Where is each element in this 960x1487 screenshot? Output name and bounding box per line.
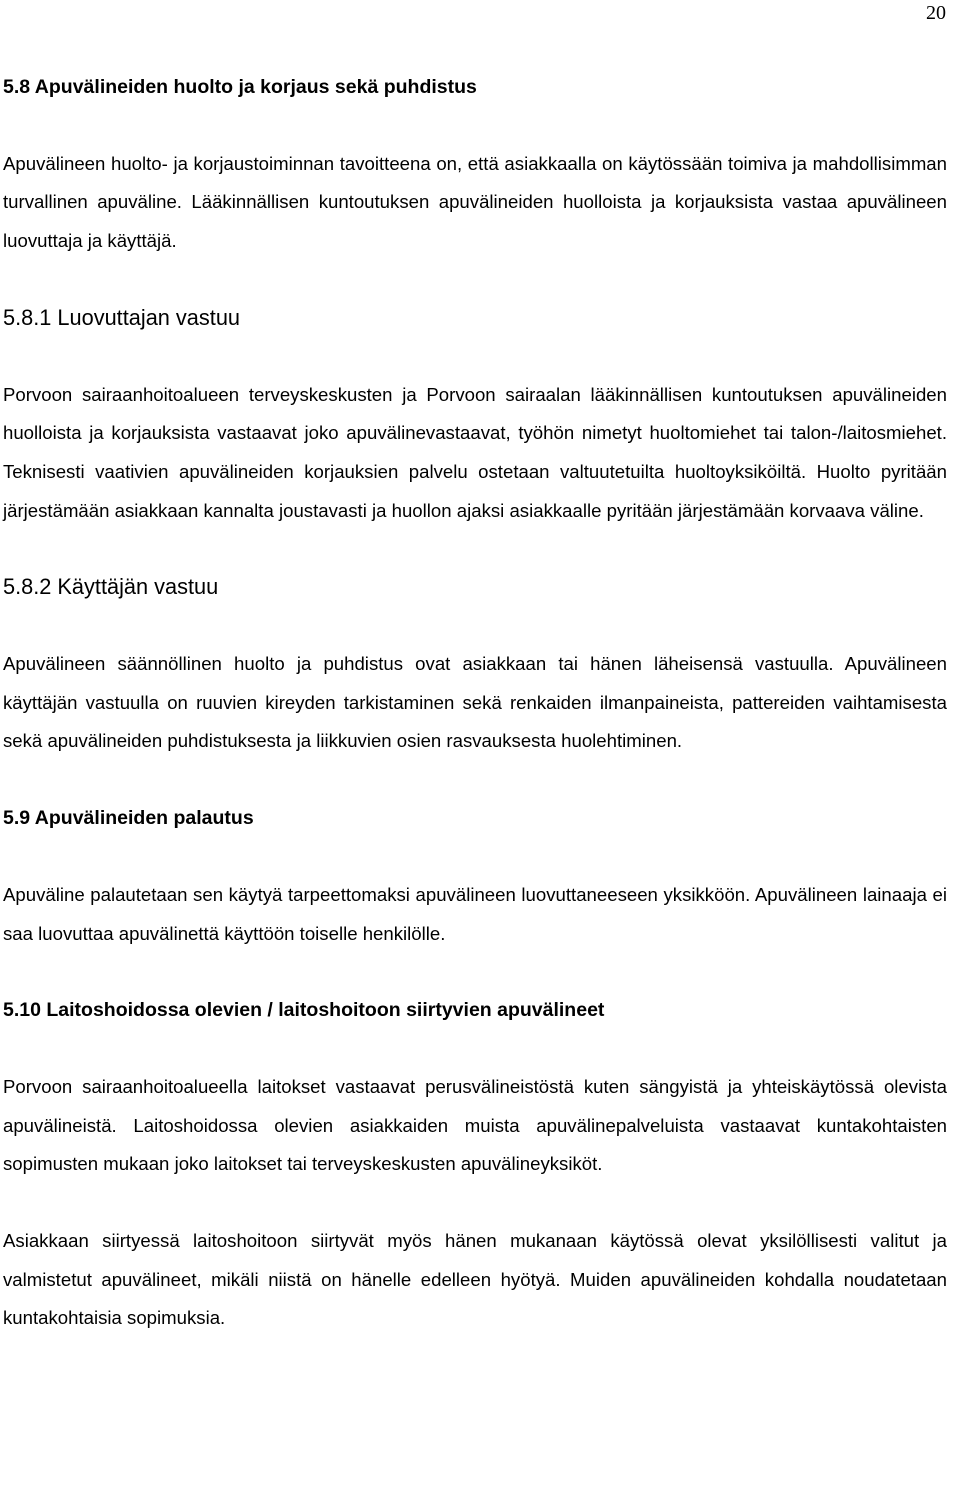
paragraph-5-10-a: Porvoon sairaanhoitoalueella laitokset vastaavat perusvälineistöstä kuten sängyistä ja yhteiskäytössä olevista apuvälineistä. Laitoshoidossa olevien asiakkaiden muista apuvälinepalveluista vastaavat kuntakohtaisten sopimusten mukaan joko laitokset tai terveyskeskusten apuvälineyksiköt. [3, 1075, 947, 1175]
subsection-heading-5-8-1: 5.8.1 Luovuttajan vastuu [3, 304, 241, 330]
section-heading-5-10: 5.10 Laitoshoidossa olevien / laitoshoitoon siirtyvien apuvälineet [3, 999, 605, 1022]
subsection-heading-5-8-2: 5.8.2 Käyttäjän vastuu [3, 574, 219, 600]
section-heading-5-9: 5.9 Apuvälineiden palautus [3, 807, 254, 830]
paragraph-5-9: Apuväline palautetaan sen käytyä tarpeettomaksi apuvälineen luovuttaneeseen yksikköön. Apuvälineen lainaaja ei saa luovuttaa apuvälinettä käyttöön toiselle henkilölle. [3, 883, 947, 944]
document-body [3, 68, 947, 1338]
section-heading-5-8: 5.8 Apuvälineiden huolto ja korjaus sekä puhdistus [3, 76, 477, 98]
page-number: 20 [926, 2, 946, 24]
paragraph-5-8-2: Apuvälineen säännöllinen huolto ja puhdistus ovat asiakkaan tai hänen läheisensä vastuulla. Apuvälineen käyttäjän vastuulla on ruuvien kireyden tarkistaminen sekä renkaiden ilmanpaineista, pattereiden vaihtamisesta sekä apuvälineiden puhdistuksesta ja liikkuvien osien rasvauksesta huolehtiminen. [3, 653, 947, 752]
paragraph-5-10-b: Asiakkaan siirtyessä laitoshoitoon siirtyvät myös hänen mukanaan käytössä olevat yksilöllisesti valitut ja valmistetut apuvälineet, mikäli niistä on hänelle edelleen hyötyä. Muiden apuvälineiden kohdalla noudatetaan kuntakohtaisia sopimuksia. [3, 1230, 947, 1329]
paragraph-5-8-1: Porvoon sairaanhoitoalueen terveyskeskusten ja Porvoon sairaalan lääkinnällisen kuntoutuksen apuvälineiden huolloista ja korjauksista vastaavat joko apuvälinevastaavat, työhön nimetyt huoltomiehet tai talon-/laitosmiehet. Teknisesti vaativien apuvälineiden korjauksien palvelu ostetaan valtuutetuilta huoltoyksiköiltä. Huolto pyritään järjestämään asiakkaan kannalta joustavasti ja huollon ajaksi asiakkaalle pyritään järjestämään korvaava väline. [3, 383, 947, 521]
paragraph-5-8: Apuvälineen huolto- ja korjaustoiminnan tavoitteena on, että asiakkaalla on käytössään toimiva ja mahdollisimman turvallinen apuväline. Lääkinnällisen kuntoutuksen apuvälineiden huolloista ja korjauksista vastaa apuvälineen luovuttaja ja käyttäjä. [3, 152, 947, 252]
